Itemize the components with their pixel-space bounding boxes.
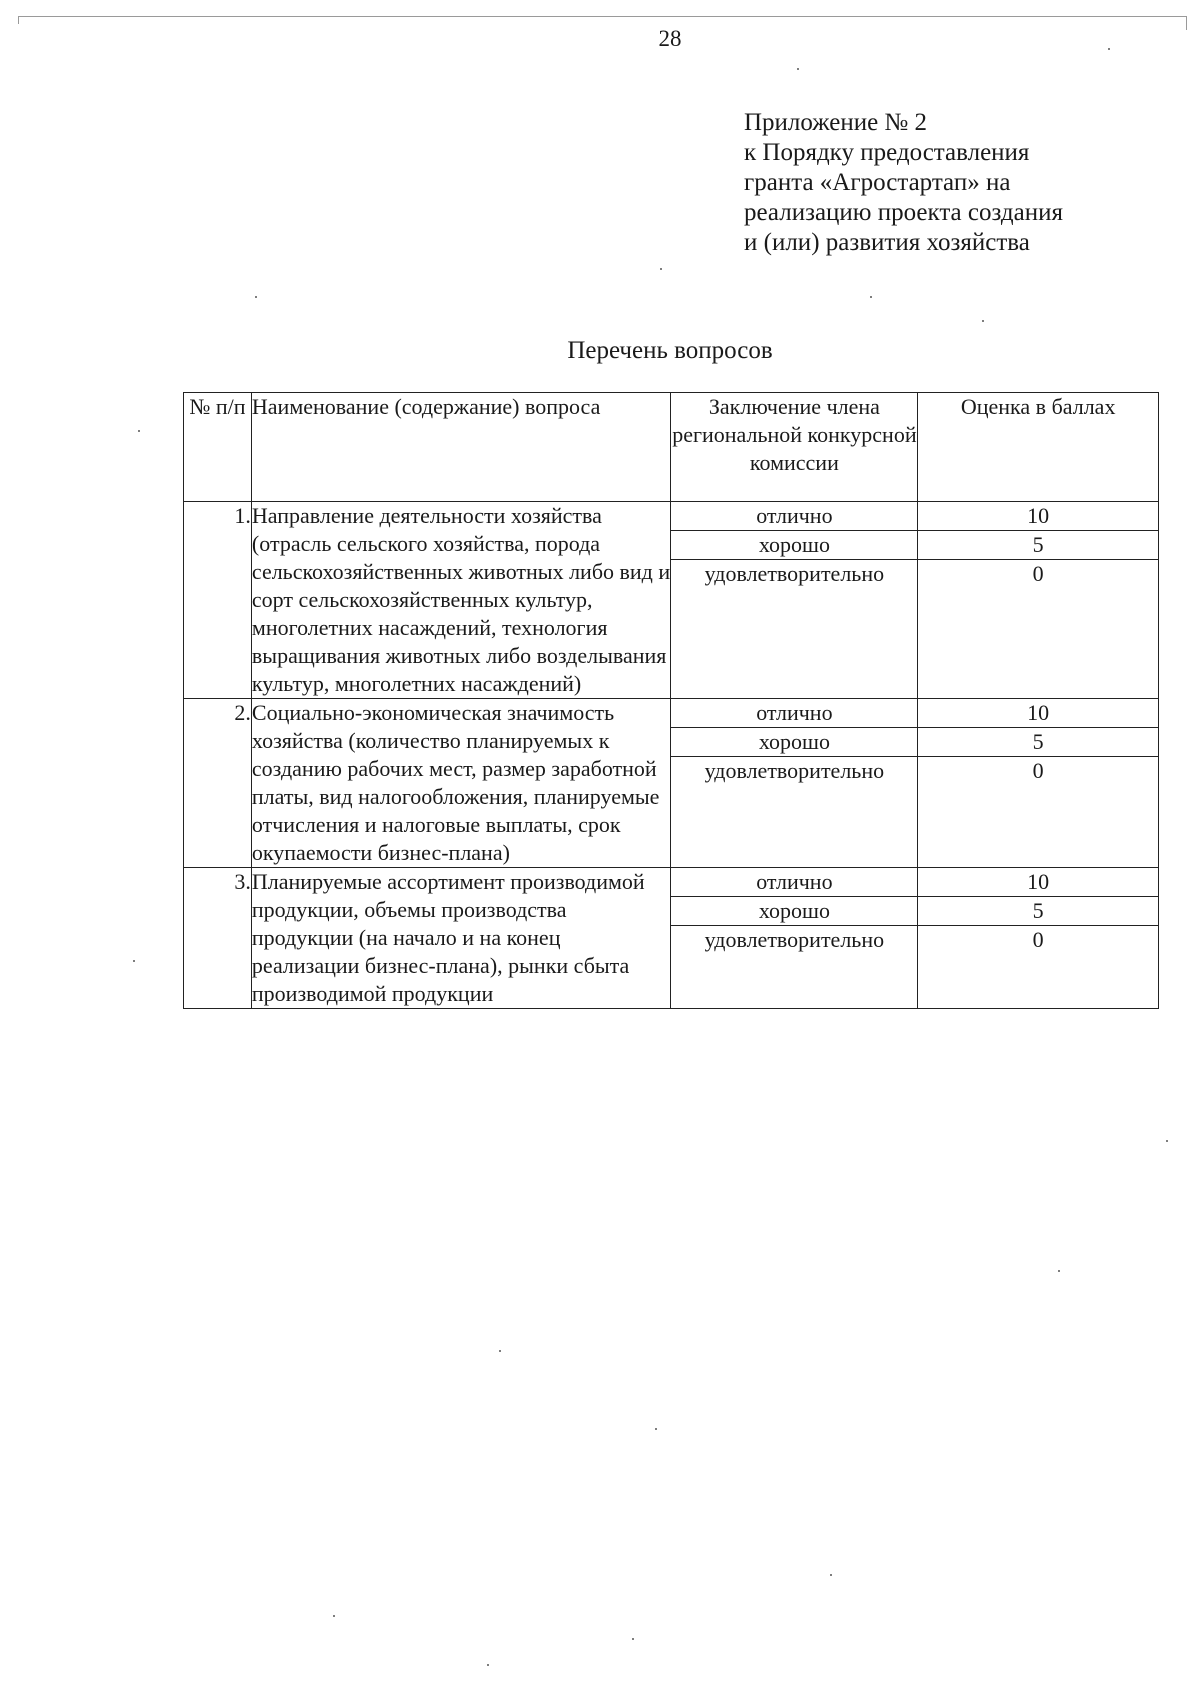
row-number: 3. — [184, 868, 252, 1009]
scan-speck — [660, 268, 662, 270]
grade-score: 0 — [918, 926, 1159, 1009]
scan-speck — [797, 68, 799, 70]
appendix-line: реализацию проекта создания — [744, 199, 1063, 226]
table-row — [184, 502, 1159, 531]
appendix-line: к Порядку предоставления — [744, 139, 1030, 166]
question-text: Планируемые ассортимент производимой продукции, объемы производства продукции (на начало и на конец реализации бизнес-плана), рынки сбыта производимой продукции — [251, 868, 671, 1009]
table-row — [184, 699, 1159, 728]
scan-speck — [982, 320, 984, 322]
grade-conclusion: удовлетворительно — [671, 560, 918, 699]
header-score: Оценка в баллах — [918, 393, 1159, 502]
question-text: Направление деятельности хозяйства (отрасль сельского хозяйства, порода сельскохозяйственных животных либо вид и сорт сельскохозяйственных культур, многолетних насаждений, технология выращивания животных либо возделывания культур, многолетних насаждений) — [251, 502, 671, 699]
scan-speck — [1058, 1270, 1060, 1272]
scan-speck — [655, 1428, 657, 1430]
grade-conclusion: отлично — [671, 699, 918, 728]
grade-score: 5 — [918, 728, 1159, 757]
grade-conclusion: хорошо — [671, 728, 918, 757]
row-number: 2. — [184, 699, 252, 868]
grade-score: 10 — [918, 699, 1159, 728]
grade-conclusion: удовлетворительно — [671, 757, 918, 868]
grade-score: 10 — [918, 868, 1159, 897]
table-row — [184, 868, 1159, 897]
scan-speck — [138, 430, 140, 432]
scan-border-top — [18, 16, 1186, 17]
scan-speck — [1108, 48, 1110, 50]
grade-conclusion: отлично — [671, 868, 918, 897]
scan-speck — [333, 1615, 335, 1617]
appendix-reference — [744, 108, 1164, 258]
appendix-line: гранта «Агростартап» на — [744, 169, 1011, 196]
grade-score: 0 — [918, 757, 1159, 868]
row-number: 1. — [184, 502, 252, 699]
appendix-line: и (или) развития хозяйства — [744, 229, 1030, 256]
grade-conclusion: хорошо — [671, 897, 918, 926]
grade-conclusion: удовлетворительно — [671, 926, 918, 1009]
scan-border-left — [18, 16, 19, 24]
scan-speck — [1166, 1140, 1168, 1142]
grade-conclusion: отлично — [671, 502, 918, 531]
appendix-line: Приложение № 2 — [744, 109, 928, 136]
header-number: № п/п — [184, 393, 252, 502]
page-number: 28 — [658, 26, 682, 51]
document-title: Перечень вопросов — [567, 337, 773, 364]
header-question-name: Наименование (содержание) вопроса — [251, 393, 671, 502]
grade-score: 5 — [918, 897, 1159, 926]
grade-score: 0 — [918, 560, 1159, 699]
grade-conclusion: хорошо — [671, 531, 918, 560]
questions-table — [183, 392, 1159, 1009]
scan-speck — [870, 296, 872, 298]
scan-speck — [487, 1664, 489, 1666]
scan-speck — [255, 296, 257, 298]
header-conclusion: Заключение члена региональной конкурсной комиссии — [671, 393, 918, 502]
table-header-row — [184, 393, 1159, 502]
grade-score: 10 — [918, 502, 1159, 531]
scan-speck — [632, 1638, 634, 1640]
scan-speck — [499, 1350, 501, 1352]
scan-speck — [133, 960, 135, 962]
grade-score: 5 — [918, 531, 1159, 560]
question-text: Социально-экономическая значимость хозяйства (количество планируемых к созданию рабочих мест, размер заработной платы, вид налогообложения, планируемые отчисления и налоговые выплаты, срок окупаемости бизнес-плана) — [251, 699, 671, 868]
scan-speck — [830, 1574, 832, 1576]
